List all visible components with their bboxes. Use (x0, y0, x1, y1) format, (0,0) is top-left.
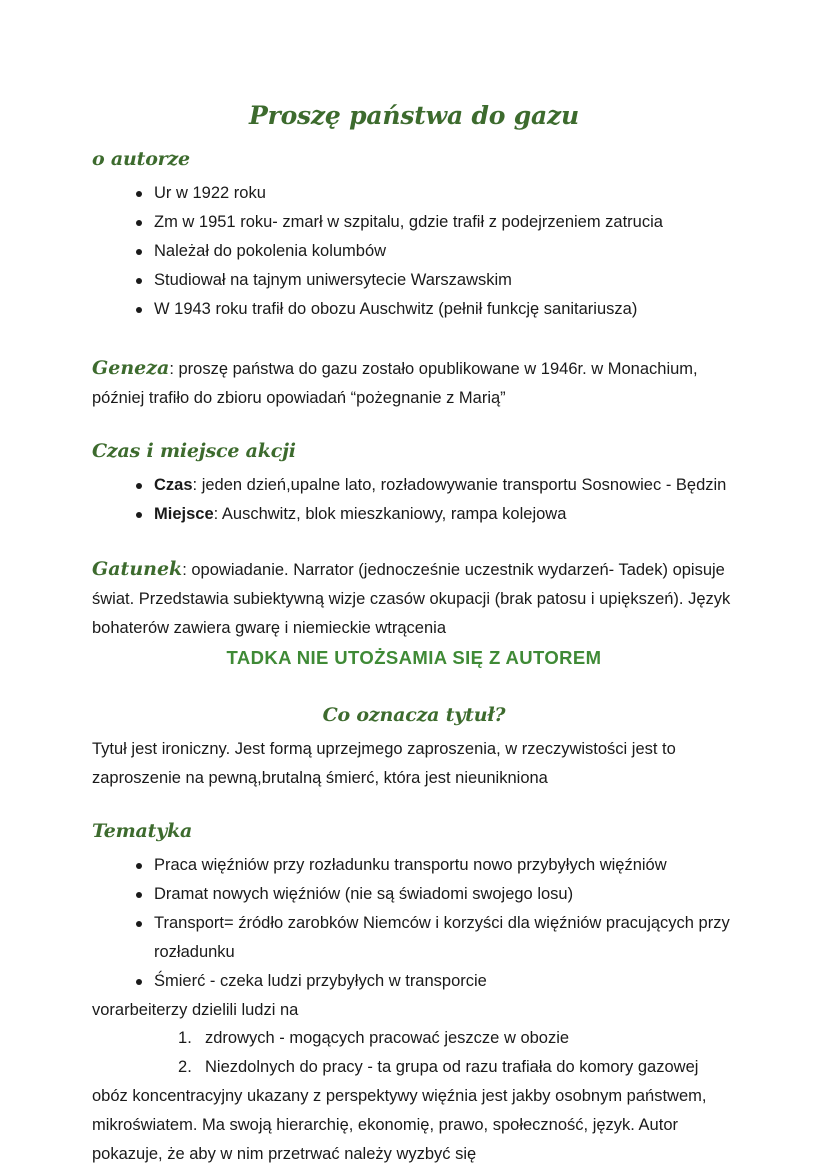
list-item (92, 179, 736, 208)
list-item-label: Czas (154, 476, 193, 494)
list-item-text: Ur w 1922 roku (154, 184, 266, 202)
title-meaning-paragraph: Tytuł jest ironiczny. Jest formą uprzejmego zaproszenia, w rzeczywistości jest to zaproszenie na pewną,brutalną śmierć, która jest nieunikniona (92, 740, 676, 787)
inline-heading-gatunek: Gatunek (92, 558, 183, 580)
genre-text: : opowiadanie. Narrator (jednocześnie uczestnik wydarzeń- Tadek) opisuje świat. Przedstawia subiektywną wizje czasów okupacji (brak patosu i upiększeń). Język bohaterów zawiera gwarę i niemieckie wtrącenia (92, 561, 731, 637)
list-item (92, 909, 736, 967)
list-item (92, 500, 736, 529)
list-item-text: Należał do pokolenia kolumbów (154, 242, 387, 260)
geneza-paragraph (92, 354, 736, 413)
section-heading-time-place: Czas i miejsce akcji (92, 440, 296, 462)
list-item-text: Studiował na tajnym uniwersytecie Warszawskim (154, 271, 512, 289)
section-heading-themes: Tematyka (92, 820, 193, 842)
list-item-text: : Auschwitz, blok mieszkaniowy, rampa kolejowa (213, 505, 567, 523)
list-item (92, 851, 736, 880)
list-item (92, 266, 736, 295)
inline-heading-geneza: Geneza (92, 357, 170, 379)
list-item-text: Śmierć - czeka ludzi przybyłych w transporcie (154, 972, 487, 990)
author-bullet-list (92, 179, 736, 324)
list-item (92, 295, 736, 324)
list-item-text: W 1943 roku trafił do obozu Auschwitz (pełnił funkcję sanitariusza) (154, 300, 638, 318)
list-item-text: Niezdolnych do pracy - ta grupa od razu trafiała do komory gazowej (205, 1058, 699, 1076)
themes-numbered-list (92, 1024, 736, 1082)
geneza-text: : proszę państwa do gazu zostało opublikowane w 1946r. w Monachium, później trafiło do zbioru opowiadań “pożegnanie z Marią” (92, 360, 698, 407)
list-item-text: Zm w 1951 roku- zmarł w szpitalu, gdzie trafił z podejrzeniem zatrucia (154, 213, 663, 231)
list-item (92, 208, 736, 237)
genre-emphasis-line: TADKA NIE UTOŻSAMIA SIĘ Z AUTOREM (226, 647, 602, 668)
list-item (92, 880, 736, 909)
themes-lead-in: vorarbeiterzy dzielili ludzi na (92, 1001, 299, 1019)
list-item-text: Transport= źródło zarobków Niemców i korzyści dla więźniów pracujących przy rozładunku (154, 914, 730, 961)
themes-bullet-list (92, 851, 736, 996)
list-item (92, 471, 736, 500)
list-item (92, 967, 736, 996)
list-item-text: zdrowych - mogących pracować jeszcze w obozie (205, 1029, 570, 1047)
themes-closing-paragraph: obóz koncentracyjny ukazany z perspektywy więźnia jest jakby osobnym państwem, mikroświatem. Ma swoją hierarchię, ekonomię, prawo, społeczność, język. Autor pokazuje, że aby w nim przetrwać należy wyzbyć się (92, 1087, 707, 1163)
section-heading-author: o autorze (92, 148, 190, 170)
time-place-list (92, 471, 736, 529)
list-item (92, 1053, 736, 1082)
genre-paragraph (92, 555, 736, 643)
list-item-text: : jeden dzień,upalne lato, rozładowywanie transportu Sosnowiec - Będzin (192, 476, 727, 494)
list-item-text: Dramat nowych więźniów (nie są świadomi swojego losu) (154, 885, 574, 903)
page-title: Proszę państwa do gazu (249, 101, 579, 130)
section-heading-title-meaning: Co oznacza tytuł? (322, 704, 506, 726)
list-item-text: Praca więźniów przy rozładunku transportu nowo przybyłych więźniów (154, 856, 667, 874)
list-item (92, 1024, 736, 1053)
list-item (92, 237, 736, 266)
list-item-label: Miejsce (154, 505, 214, 523)
